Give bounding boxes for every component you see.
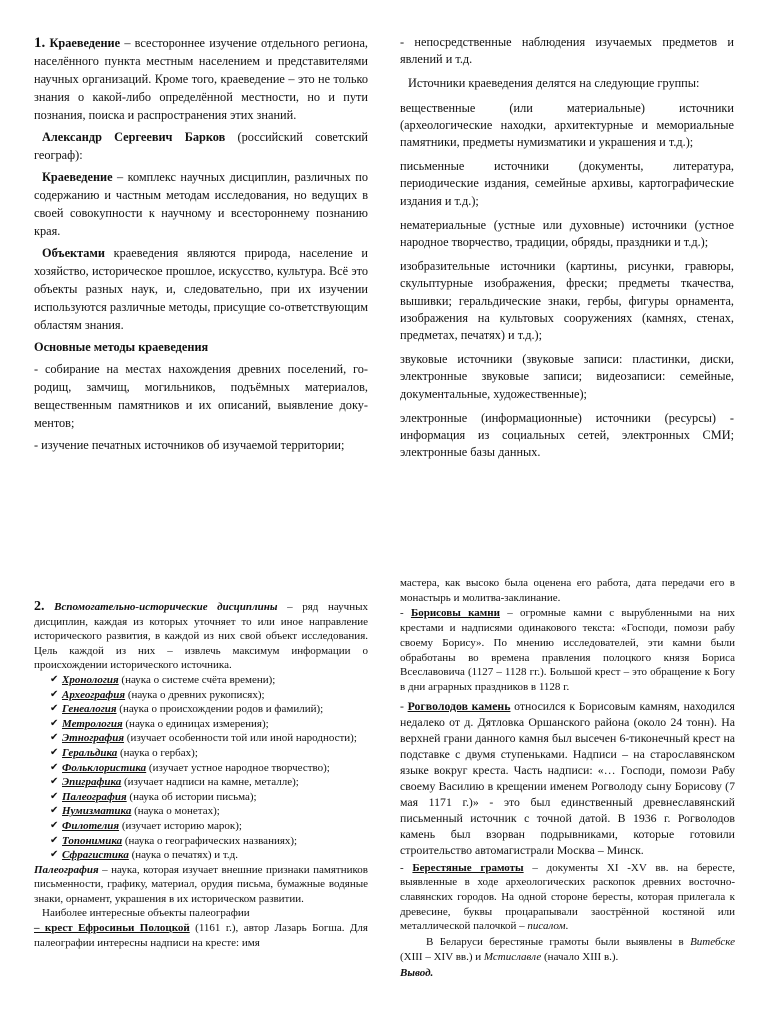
- discipline-item: [50, 731, 368, 746]
- cross-text: (1161 г.), автор Лазарь Богша. Для палеографии интересны надписи на кресте: имя: [34, 922, 368, 949]
- discipline-term: Филотелия: [62, 819, 120, 832]
- method-item: - изучение печатных источников об изучаемой территории;: [34, 438, 345, 452]
- discipline-item: [50, 848, 368, 863]
- discipline-item: [50, 804, 368, 819]
- term: Борисовы камни: [410, 607, 500, 620]
- discipline-desc: (наука об истории письма);: [126, 790, 257, 803]
- pisalo-word: писалом: [527, 920, 566, 933]
- check-icon: ✔: [50, 703, 59, 715]
- section-number: 1.: [34, 35, 46, 51]
- check-icon: ✔: [50, 849, 59, 861]
- intro-text: – ряд научных дисциплин, каждая из которых уточняет то или иное направление исторического развития, в каждой из них свой объект исследования. Цель каждой из них – извлечь максимум информации о происхождении исторического источника.: [34, 601, 368, 672]
- author-text: (российский советский географ):: [34, 130, 369, 162]
- term: Объектами: [42, 246, 105, 260]
- section1-right-column: [400, 34, 734, 468]
- method-item: - непосредственные наблюдения изучаемых предметов и явлений и т.д.: [400, 35, 734, 67]
- discipline-desc: (наука о древних рукописях);: [125, 688, 265, 701]
- discipline-desc: (наука о гербах);: [117, 746, 198, 759]
- discipline-item: [50, 761, 368, 776]
- check-icon: ✔: [50, 732, 59, 744]
- term: Палеография: [34, 863, 99, 876]
- objects-text: краеведения являются природа, население и хозяйство, историческое прошлое, искусство, культура. Всё это объекты разных наук, и, следовательно, при их изучении используются различные методы, присущие со-ответствующим областям знания.: [34, 246, 368, 332]
- check-icon: ✔: [50, 746, 59, 758]
- belarus-paragraph: [400, 935, 735, 964]
- source-item: электронные (информационные) источники (ресурсы) - информация из социальных сетей, электронных СМИ; электронные базы данных.: [400, 410, 734, 460]
- dash: -: [400, 861, 413, 874]
- definition-paragraph: [34, 34, 368, 124]
- discipline-item: [50, 790, 368, 805]
- boris-text: – огромные камни с вырубленными на них крестами и надписями одинакового текста: «Господи, помози рабу своему Борису». По мнению исследователей, эти камни были обработаны во времена правления полоцкого князя Бориса Всеславовича (1127 – 1128 гг.). Большой крест – это обращение к Богу в дни аграрных праздников в 1128 г.: [400, 607, 735, 693]
- discipline-term: Топонимика: [62, 834, 123, 847]
- section2-left-column: [34, 600, 368, 950]
- discipline-item: [50, 819, 368, 834]
- sources-intro: Источники краеведения делятся на следующие группы:: [408, 76, 700, 91]
- section-heading: Вспомогательно-исторические дисциплины: [54, 601, 278, 613]
- conclusion-heading: Вывод.: [400, 966, 434, 979]
- discipline-term: Хронология: [62, 673, 119, 686]
- section2-intro: [34, 600, 368, 673]
- source-item: звуковые источники (звуковые записи: пластинки, диски, электронные звуковые записи; видеозаписи: семейные, документальные, художественные);: [400, 352, 734, 401]
- discipline-desc: (изучает историю марок);: [119, 819, 242, 832]
- section-number: 2.: [34, 599, 45, 614]
- objects-paragraph: [34, 244, 368, 334]
- discipline-term: Метрология: [62, 717, 123, 730]
- city-mstislavl: Мстиславле: [483, 950, 542, 963]
- period: .: [565, 920, 569, 933]
- rogvolod-stone-paragraph: [400, 698, 735, 858]
- discipline-term: Палеография: [62, 790, 127, 803]
- source-item: письменные источники (документы, литература, периодические издания, семейные архивы, картографические издания и т.д.);: [400, 159, 734, 208]
- discipline-desc: (изучает устное народное творчество);: [146, 761, 330, 774]
- discipline-desc: (наука о географических названиях);: [122, 834, 298, 847]
- check-icon: ✔: [50, 790, 59, 802]
- paleography-paragraph: [34, 863, 368, 907]
- check-icon: ✔: [50, 761, 59, 773]
- cross-paragraph: [34, 921, 368, 950]
- definition-text: – комплекс научных дисциплин, различных по содержанию и частным методам исследования, но ведущих в своей совокупности к научному и всестороннему познанию края.: [34, 170, 368, 238]
- discipline-term: Эпиграфика: [62, 776, 122, 789]
- term: Краеведение: [42, 170, 113, 184]
- source-item: изобразительные источники (картины, рисунки, гравюры, скульптурные изображения, фрески; предметы ткачества, вышивки; геральдические знаки, гербы, фигуры орнамента, изображения на культовых сооружениях (камнях, стенах, предметах, печатях) и т.д.);: [400, 259, 734, 343]
- check-icon: ✔: [50, 805, 59, 817]
- discipline-item: [50, 775, 368, 790]
- boris-stones-paragraph: [400, 606, 735, 694]
- discipline-term: Археография: [62, 688, 126, 701]
- paleography-text: – наука, которая изучает внешние признаки памятников письменности, графику, материал, орудия письма, бумажные водяные знаки, орнамент, украшения в их историческом развитии.: [34, 863, 368, 905]
- discipline-desc: (наука о монетах);: [131, 805, 220, 818]
- discipline-item: [50, 688, 368, 703]
- discipline-term: Фольклористика: [62, 761, 147, 774]
- source-item: вещественные (или материальные) источники (археологические находки, архитектурные и мемориальные памятники, предметы нумизматики и украшения и т.д.);: [400, 100, 734, 150]
- continued-text: мастера, как высоко была оценена его работа, дата передачи его в монастырь и молитва-заклинание.: [400, 577, 735, 604]
- discipline-desc: (наука о системе счёта времени);: [118, 673, 276, 686]
- birch-bark-paragraph: [400, 861, 735, 935]
- barkov-paragraph: [34, 128, 368, 164]
- belarus-text: (начало XIII в.).: [541, 950, 619, 963]
- discipline-item: [50, 834, 368, 849]
- city-vitebsk: Витебске: [690, 936, 735, 949]
- discipline-item: [50, 673, 368, 688]
- rogvolod-text: относился к Борисовым камням, находился недалеко от д. Дятловка Оршанского района (около 24 тонн). На верхней грани данного камня был высечен 6-тиконечный крест на подставке с двумя ступеньками. Надписи – на старославянском языке вокруг креста. Часть надписи: «… Господи, помози Рабу своему Василию в крещении именем Рогволоду сыну Борисову (7 мая 1171 г.)» - это был единственный древнеславянский письменный источник с точной датой. В 1936 г. Рогволодов камень был взорван подрывниками, которые готовили строительство автомагистрали Москва – Минск.: [400, 698, 735, 857]
- belarus-text: (XIII – XIV вв.) и: [400, 950, 484, 963]
- disciplines-list: [34, 673, 368, 863]
- discipline-term: Генеалогия: [62, 703, 117, 716]
- check-icon: ✔: [50, 819, 59, 831]
- discipline-item: [50, 746, 368, 761]
- discipline-term: Этнография: [62, 732, 125, 745]
- definition-text: – всестороннее изучение отдельного региона, населённого пункта местным населением и представителями научных организаций. Кроме того, краеведение – это не только знания о какой-либо определённой местности, но и пути познания, поиска и распространения этих знаний.: [34, 36, 368, 122]
- check-icon: ✔: [50, 688, 59, 700]
- term: Краеведение: [49, 36, 121, 50]
- author-name: Александр Сергеевич Барков: [42, 130, 226, 144]
- discipline-desc: (наука о печатях) и т.д.: [128, 849, 238, 862]
- discipline-term: Геральдика: [62, 746, 118, 759]
- discipline-desc: (наука о единицах измерения);: [122, 717, 269, 730]
- barkov-definition: [34, 168, 368, 240]
- discipline-item: [50, 717, 368, 732]
- cross-term: – крест Ефросиньи Полоцкой: [34, 922, 190, 935]
- term: Рогволодов камень: [407, 698, 511, 713]
- methods-heading: Основные методы краеведения: [34, 340, 209, 354]
- discipline-term: Сфрагистика: [62, 849, 129, 862]
- discipline-desc: (изучает надписи на камне, металле);: [121, 776, 299, 789]
- check-icon: ✔: [50, 673, 59, 685]
- section2-right-column: [400, 576, 735, 981]
- check-icon: ✔: [50, 834, 59, 846]
- check-icon: ✔: [50, 776, 59, 788]
- discipline-term: Нумизматика: [62, 805, 132, 818]
- discipline-desc: (изучает особенности той или иной народности);: [124, 732, 357, 745]
- check-icon: ✔: [50, 717, 59, 729]
- dash: -: [400, 698, 408, 713]
- discipline-desc: (наука о происхождении родов и фамилий);: [116, 703, 324, 716]
- section1-left-column: [34, 34, 368, 458]
- objects-intro: Наиболее интересные объекты палеографии: [42, 907, 250, 920]
- term: Берестяные грамоты: [412, 861, 524, 874]
- birch-bark-text: – документы XI -XV вв. на бересте, выявленные в ходе археологических раскопок древних восточно-славянских городов. На одной стороне бересты, которая прилегала к древесине, буквы процарапывали заострённой костяной или металлической палочкой –: [400, 861, 736, 933]
- source-item: нематериальные (устные или духовные) источники (устное народное творчество, традиции, обряды, праздники и т.д.);: [400, 217, 734, 250]
- method-item: - собирание на местах нахождения древних поселений, го-родищ, замчищ, могильников, подъёмных материалов, вещественным памятников и их описаний, выявление доку-ментов;: [34, 362, 368, 430]
- dash: -: [400, 607, 411, 620]
- discipline-item: [50, 702, 368, 717]
- belarus-text: В Беларуси берестяные грамоты были выявлены в: [426, 936, 691, 949]
